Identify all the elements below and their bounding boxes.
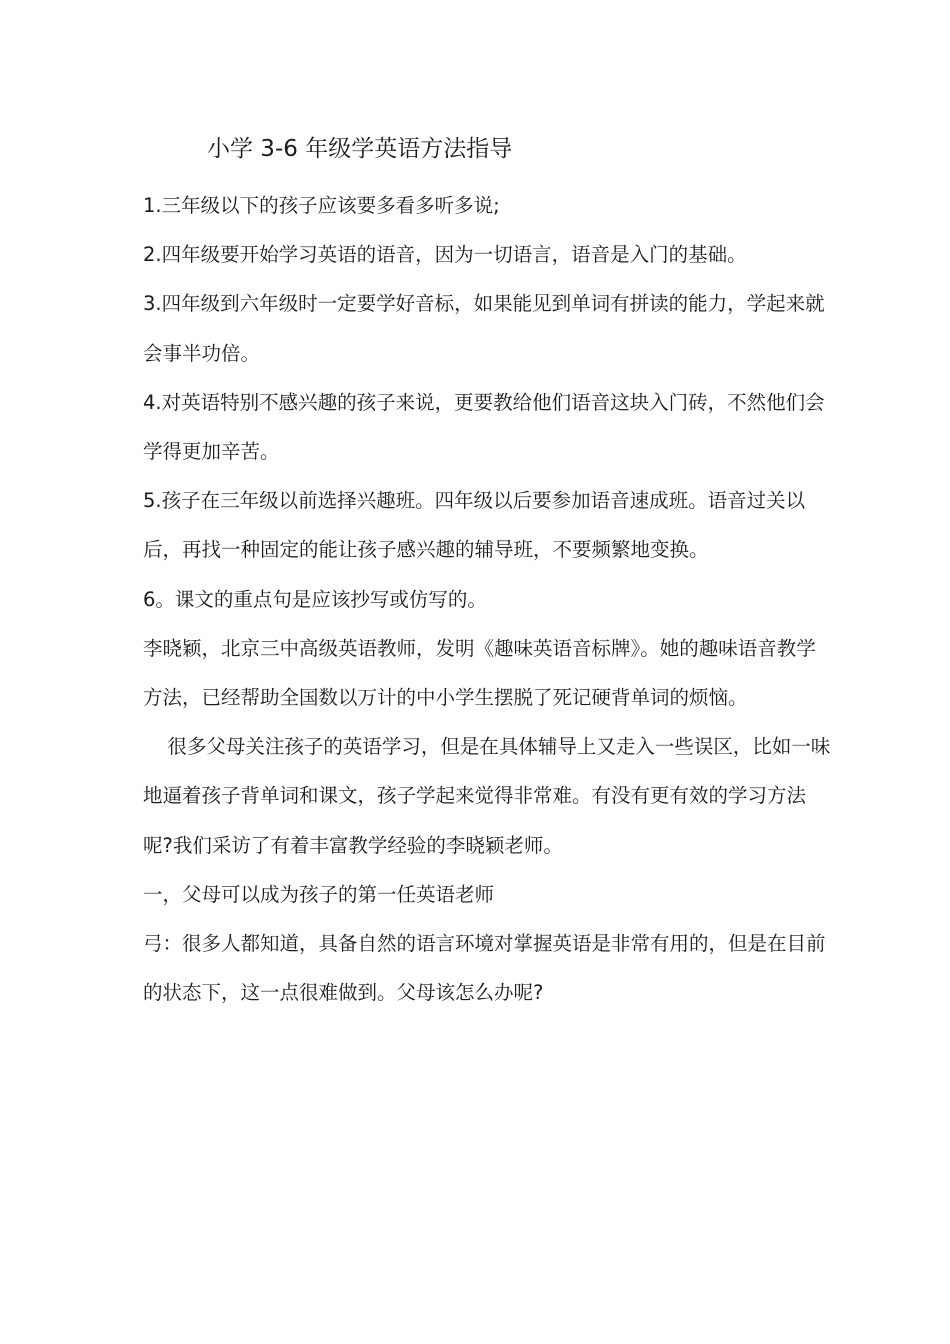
document-body [143,181,833,1017]
section-heading: 一，父母可以成为孩子的第一任英语老师 [143,882,495,906]
paragraph-6: 6。课文的重点句是应该抄写或仿写的。 [143,587,487,611]
paragraph-1: 1.三年级以下的孩子应该要多看多听多说; [143,194,500,217]
paragraph-2: 2.四年级要开始学习英语的语音，因为一切语言，语音是入门的基础。 [143,243,747,267]
document-title: 小学 3-6 年级学英语方法指导 [207,136,513,162]
paragraph-5: 5.孩子在三年级以前选择兴趣班。四年级以后要参加语音速成班。语音过关以后，再找一种固定的能让孩子感兴趣的辅导班，不要频繁地变换。 [143,489,806,562]
paragraph-10: 弓：很多人都知道，具备自然的语言环境对掌握英语是非常有用的，但是在目前的状态下，这一点很难做到。父母该怎么办呢? [143,932,826,1005]
paragraph-4: 4.对英语特别不感兴趣的孩子来说，更要教给他们语音这块入门砖，不然他们会学得更加辛苦。 [143,390,825,464]
paragraph-8: 很多父母关注孩子的英语学习，但是在具体辅导上又走入一些误区，比如一味地逼着孩子背单词和课文，孩子学起来觉得非常难。有没有更有效的学习方法呢?我们采访了有着丰富教学经验的李晓颖老师。 [143,735,831,857]
paragraph-7: 李晓颖，北京三中高级英语教师，发明《趣味英语音标牌》。她的趣味语音教学方法，已经帮助全国数以万计的中小学生摆脱了死记硬背单词的烦恼。 [143,636,816,710]
paragraph-3: 3.四年级到六年级时一定要学好音标，如果能见到单词有拼读的能力，学起来就会事半功倍。 [143,292,825,365]
